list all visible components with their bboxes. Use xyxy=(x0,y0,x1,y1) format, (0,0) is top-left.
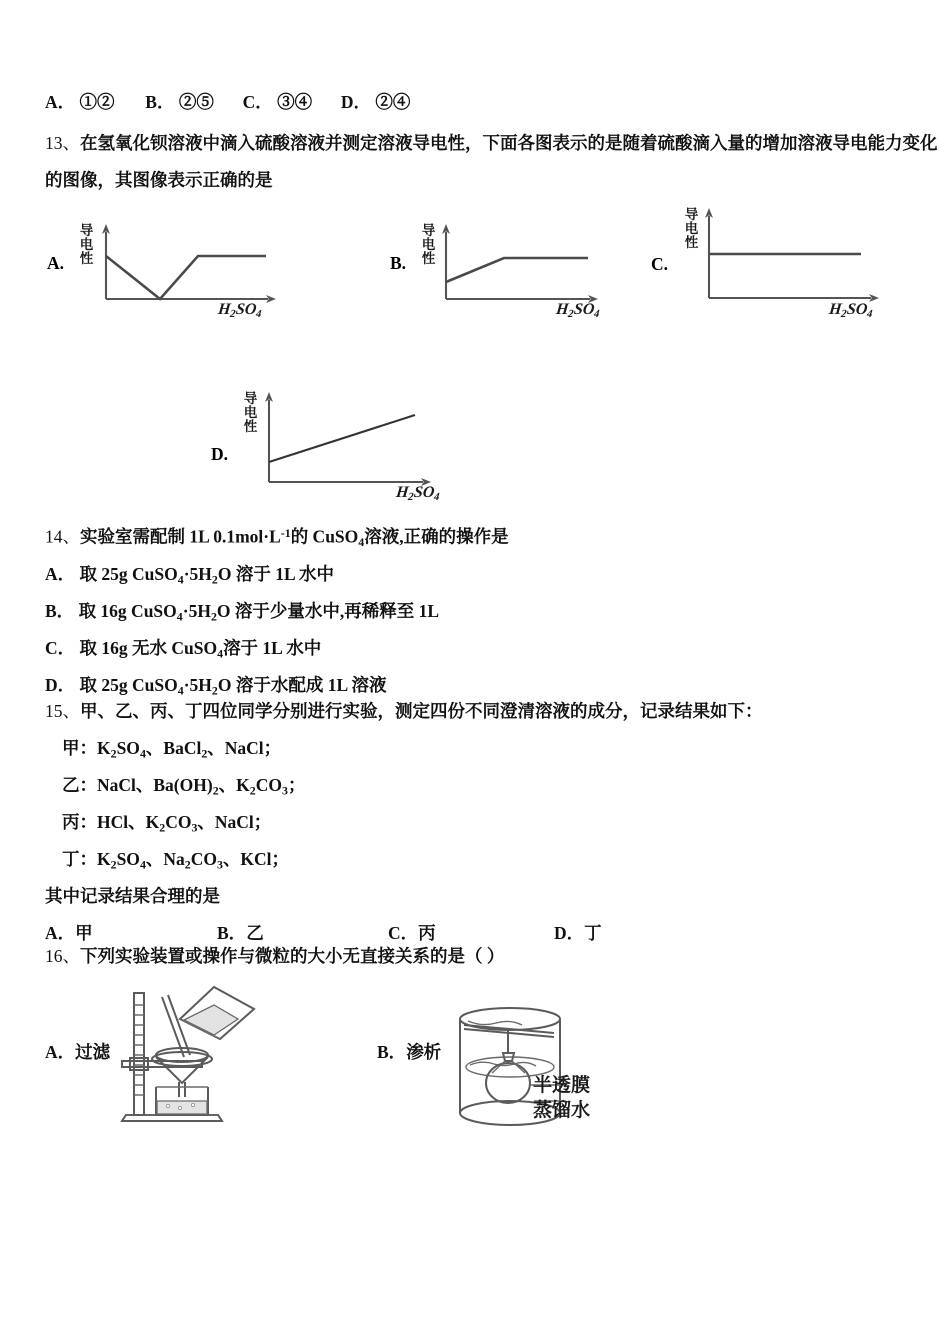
q12-option-d-value: ②④ xyxy=(375,92,411,112)
dialysis-water-label: 蒸馏水 xyxy=(533,1100,591,1121)
q15-question: 其中记录结果合理的是 xyxy=(45,886,220,906)
q13-chart-c-letter: C. xyxy=(651,254,669,274)
q16-option-a-letter: A． xyxy=(45,1042,76,1062)
q13-stem-line1 xyxy=(45,135,938,153)
q12-option-b-letter: B． xyxy=(145,92,175,112)
q15-number: 15、 xyxy=(45,701,80,721)
q14-option-c-text: 取 16g 无水 CuSO$_4$溶于 1L 水中 xyxy=(79,638,322,661)
q13-chart-a-letter: A. xyxy=(47,253,65,273)
q13-chart-b-ylabel: 导电性 xyxy=(421,223,436,266)
dialysis-membrane-label: 半透膜 xyxy=(533,1075,591,1096)
q13-chart-c xyxy=(703,206,898,311)
q13-chart-b xyxy=(440,222,615,312)
q15-option-c-letter: C． xyxy=(388,923,419,943)
q15-option-d xyxy=(554,925,602,943)
q14-option-d-text: 取 25g $CuSO_4\cdot 5H_2O$ 溶于水配成 1L 溶液 xyxy=(79,675,387,698)
q14-option-a-text: 取 25g $CuSO_4\cdot 5H_2O$ 溶于 1L 水中 xyxy=(79,564,335,587)
q15-option-d-letter: D． xyxy=(554,923,585,943)
q13-chart-a-xlabel: $H_2SO_4$ xyxy=(217,301,263,321)
q16-option-a xyxy=(45,1044,110,1062)
q15-sample-ding xyxy=(62,851,289,871)
q12-options-row xyxy=(45,94,410,112)
q14-option-a-letter: A． xyxy=(45,564,76,584)
q13-chart-c-ylabel: 导电性 xyxy=(684,207,699,250)
q16-option-b-value: 渗析 xyxy=(406,1042,442,1062)
q14-stem-mid: 的 CuSO xyxy=(290,526,359,547)
q12-option-c-value: ③④ xyxy=(277,92,313,112)
q15-sample-ding-name: 丁： xyxy=(62,849,97,869)
q15-stem-text: 甲、乙、丙、丁四位同学分别进行实验，测定四份不同澄清溶液的成分，记录结果如下： xyxy=(80,701,763,721)
q14-option-c xyxy=(45,640,321,660)
q15-sample-yi-name: 乙： xyxy=(62,775,97,795)
q15-option-a-letter: A． xyxy=(45,923,76,943)
q15-option-c-value: 丙 xyxy=(418,923,436,943)
q15-option-b-value: 乙 xyxy=(246,923,264,943)
q12-option-a-letter: A． xyxy=(45,92,76,112)
q13-number: 13、 xyxy=(45,133,80,153)
q14-stem-end: 溶液,正确的操作是 xyxy=(364,526,509,547)
q12-option-d-letter: D． xyxy=(340,92,371,112)
q14-option-b xyxy=(45,603,439,623)
q15-stem xyxy=(45,703,763,721)
q15-sample-jia-formula: $K_2SO_4$、BaCl$_2$、NaCl； xyxy=(97,738,282,761)
q14-stem xyxy=(45,528,509,549)
q15-option-c xyxy=(388,925,436,943)
q15-sample-jia-name: 甲： xyxy=(62,738,97,758)
q14-option-b-letter: B． xyxy=(45,601,75,621)
q13-chart-c-xlabel: $H_2SO_4$ xyxy=(828,301,874,321)
q15-option-b-letter: B． xyxy=(217,923,247,943)
q12-option-b-value: ②⑤ xyxy=(178,92,214,112)
q15-sample-ding-formula: $K_2SO_4$、$Na_2CO_3$、KCl； xyxy=(97,849,290,872)
q13-chart-d-xlabel: $H_2SO_4$ xyxy=(395,484,441,504)
q15-sample-bing-name: 丙： xyxy=(62,812,97,832)
q13-chart-d-letter: D. xyxy=(211,444,229,464)
q13-stem-text1: 在氢氧化钡溶液中滴入硫酸溶液并测定溶液导电性，下面各图表示的是随着硫酸滴入量的增加溶液导电能力变化 xyxy=(80,133,938,153)
q16-option-a-value: 过滤 xyxy=(75,1042,111,1062)
q14-stem-prefix: 实验室需配制 1L 0.1mol·L xyxy=(80,526,281,547)
q14-option-b-text: 取 16g $CuSO_4\cdot 5H_2O$ 溶于少量水中,再稀释至 1L xyxy=(78,601,440,624)
q13-stem-line2: 的图像，其图像表示正确的是 xyxy=(45,170,273,190)
q16-stem-text: 下列实验装置或操作与微粒的大小无直接关系的是（ ） xyxy=(80,946,505,966)
q15-sample-jia xyxy=(62,740,281,760)
q15-sample-bing-formula: HCl、$K_2CO_3$、NaCl； xyxy=(97,812,272,835)
q14-option-a xyxy=(45,566,334,586)
q13-chart-d xyxy=(263,390,448,495)
q15-option-b xyxy=(217,925,264,943)
q16-option-b xyxy=(377,1044,441,1062)
q15-option-a-value: 甲 xyxy=(75,923,93,943)
q14-number: 14、 xyxy=(45,526,80,547)
q14-stem-sup: -1 xyxy=(280,526,291,540)
q12-option-a-value: ①② xyxy=(79,92,115,112)
q15-option-a xyxy=(45,925,93,943)
q14-stem-sub: 4 xyxy=(358,534,365,549)
q15-sample-yi xyxy=(62,777,305,797)
q13-chart-a-ylabel: 导电性 xyxy=(79,223,94,266)
q16-option-b-letter: B． xyxy=(377,1042,407,1062)
q15-option-d-value: 丁 xyxy=(584,923,602,943)
q13-chart-d-ylabel: 导电性 xyxy=(243,391,258,434)
q15-sample-yi-formula: NaCl、$Ba(OH)_2$、$K_2CO_3$； xyxy=(97,775,306,798)
q14-option-c-letter: C． xyxy=(45,638,76,658)
q13-chart-b-xlabel: $H_2SO_4$ xyxy=(555,301,601,321)
q16-stem xyxy=(45,948,504,966)
q15-sample-bing xyxy=(62,814,271,834)
q12-option-c-letter: C． xyxy=(242,92,273,112)
q14-option-d xyxy=(45,677,387,697)
q13-chart-b-letter: B. xyxy=(390,253,407,273)
q14-option-d-letter: D． xyxy=(45,675,76,695)
q13-chart-a xyxy=(100,222,285,312)
filtration-apparatus-diagram xyxy=(110,975,290,1130)
q16-number: 16、 xyxy=(45,946,80,966)
